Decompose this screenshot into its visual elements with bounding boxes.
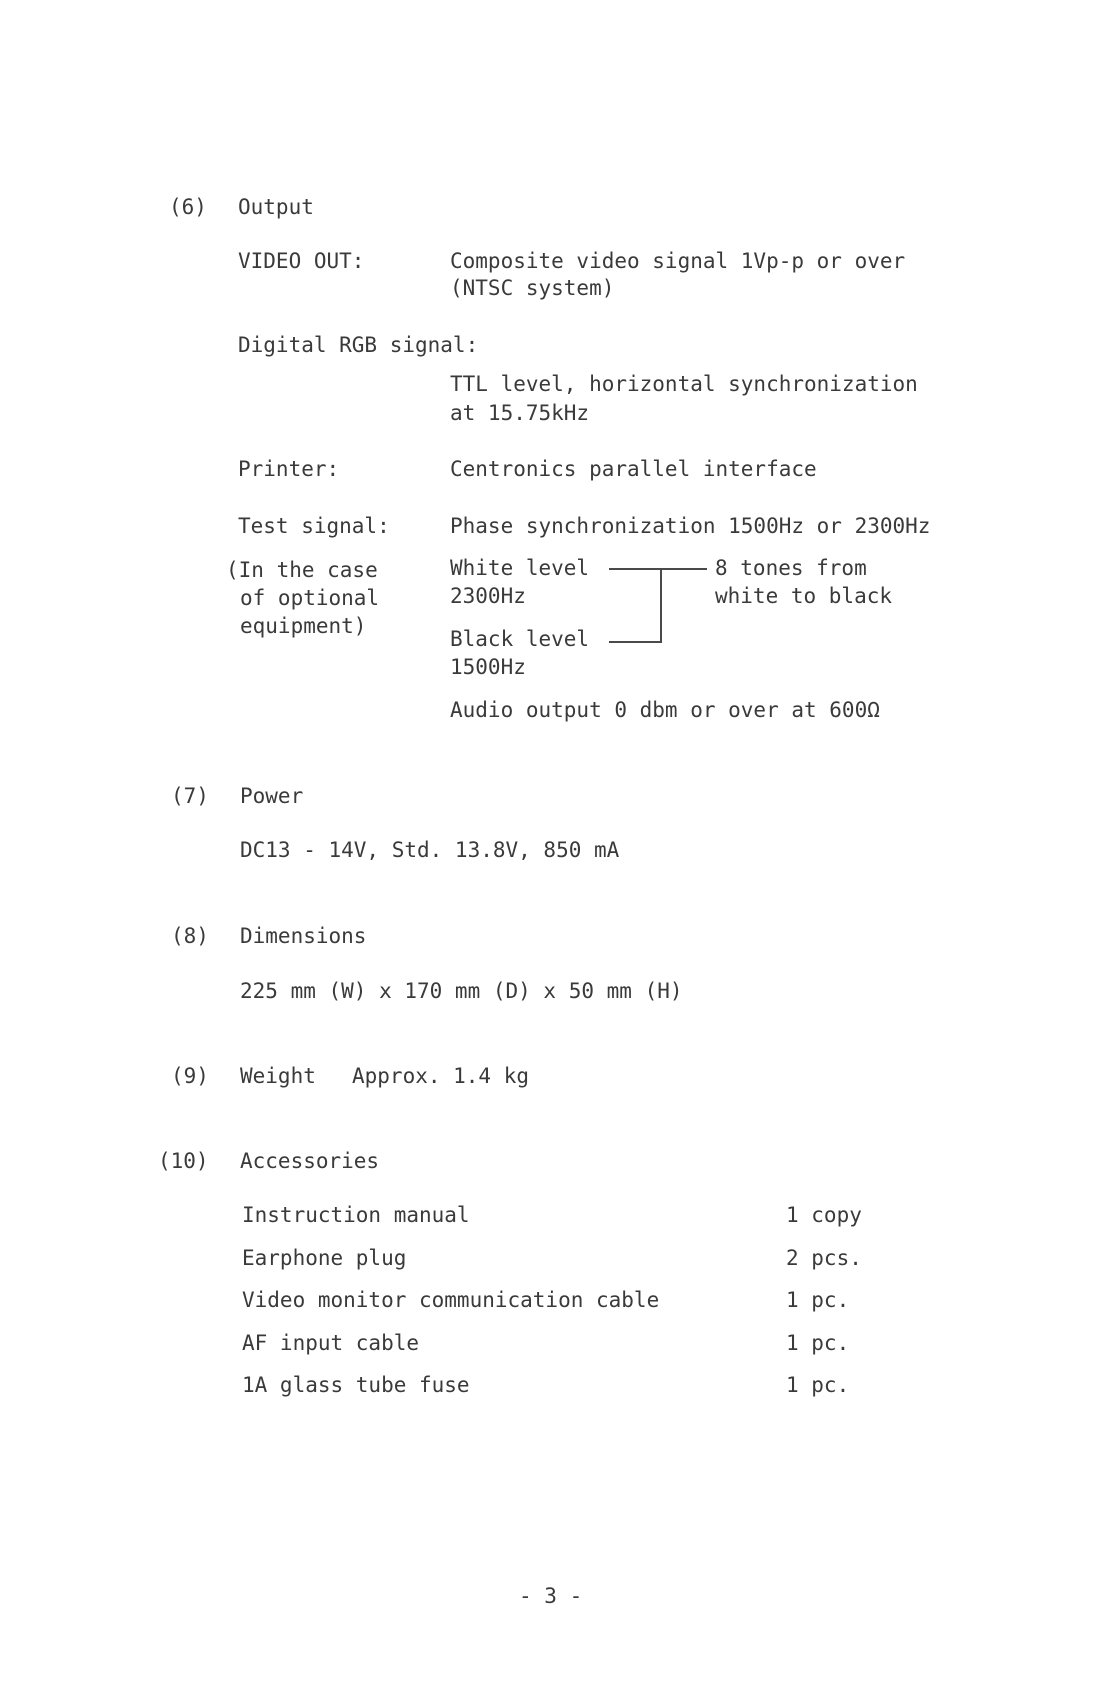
section-10-number: (10) — [158, 1149, 209, 1173]
weight-value: Approx. 1.4 kg — [352, 1064, 530, 1088]
section-9-title: Weight — [240, 1064, 316, 1088]
section-6-number: (6) — [169, 195, 207, 219]
digital-rgb-value-line2: at 15.75kHz — [450, 401, 590, 425]
accessory-item-name: Video monitor communication cable — [242, 1288, 660, 1312]
bracket-vertical-line — [660, 568, 662, 642]
white-level-frequency: 2300Hz — [450, 584, 526, 608]
accessory-item-qty: 1 pc. — [786, 1373, 850, 1397]
power-value: DC13 - 14V, Std. 13.8V, 850 mA — [240, 838, 620, 862]
accessory-item-name: Instruction manual — [242, 1203, 470, 1227]
section-7-title: Power — [240, 784, 304, 808]
accessory-item-qty: 1 pc. — [786, 1288, 850, 1312]
section-8-number: (8) — [171, 924, 209, 948]
optional-note-line3: equipment) — [240, 614, 367, 638]
accessory-item-qty: 1 copy — [786, 1203, 862, 1227]
bracket-top-line — [609, 568, 707, 570]
page-number: - 3 - — [519, 1584, 583, 1608]
test-signal-label: Test signal: — [238, 514, 390, 538]
accessory-item-name: 1A glass tube fuse — [242, 1373, 470, 1397]
test-signal-value: Phase synchronization 1500Hz or 2300Hz — [450, 514, 931, 538]
tones-note-line1: 8 tones from — [715, 556, 867, 580]
section-6-title: Output — [238, 195, 314, 219]
printer-label: Printer: — [238, 457, 340, 481]
dimensions-value: 225 mm (W) x 170 mm (D) x 50 mm (H) — [240, 979, 683, 1003]
video-out-label: VIDEO OUT: — [238, 249, 365, 273]
optional-note-line1: (In the case — [226, 558, 378, 582]
printer-value: Centronics parallel interface — [450, 457, 817, 481]
white-level-label: White level — [450, 556, 590, 580]
black-level-label: Black level — [450, 627, 590, 651]
audio-output-value: Audio output 0 dbm or over at 600Ω — [450, 698, 880, 722]
digital-rgb-value-line1: TTL level, horizontal synchronization — [450, 372, 918, 396]
bracket-bottom-line — [609, 641, 662, 643]
optional-note-line2: of optional — [240, 586, 380, 610]
accessory-item-qty: 2 pcs. — [786, 1246, 862, 1270]
black-level-frequency: 1500Hz — [450, 655, 526, 679]
section-7-number: (7) — [171, 784, 209, 808]
section-8-title: Dimensions — [240, 924, 367, 948]
video-out-value-line1: Composite video signal 1Vp-p or over — [450, 249, 906, 273]
accessory-item-name: AF input cable — [242, 1331, 420, 1355]
accessory-item-qty: 1 pc. — [786, 1331, 850, 1355]
section-10-title: Accessories — [240, 1149, 380, 1173]
accessory-item-name: Earphone plug — [242, 1246, 407, 1270]
tones-note-line2: white to black — [715, 584, 893, 608]
video-out-value-line2: (NTSC system) — [450, 276, 615, 300]
section-9-number: (9) — [171, 1064, 209, 1088]
digital-rgb-label: Digital RGB signal: — [238, 333, 479, 357]
